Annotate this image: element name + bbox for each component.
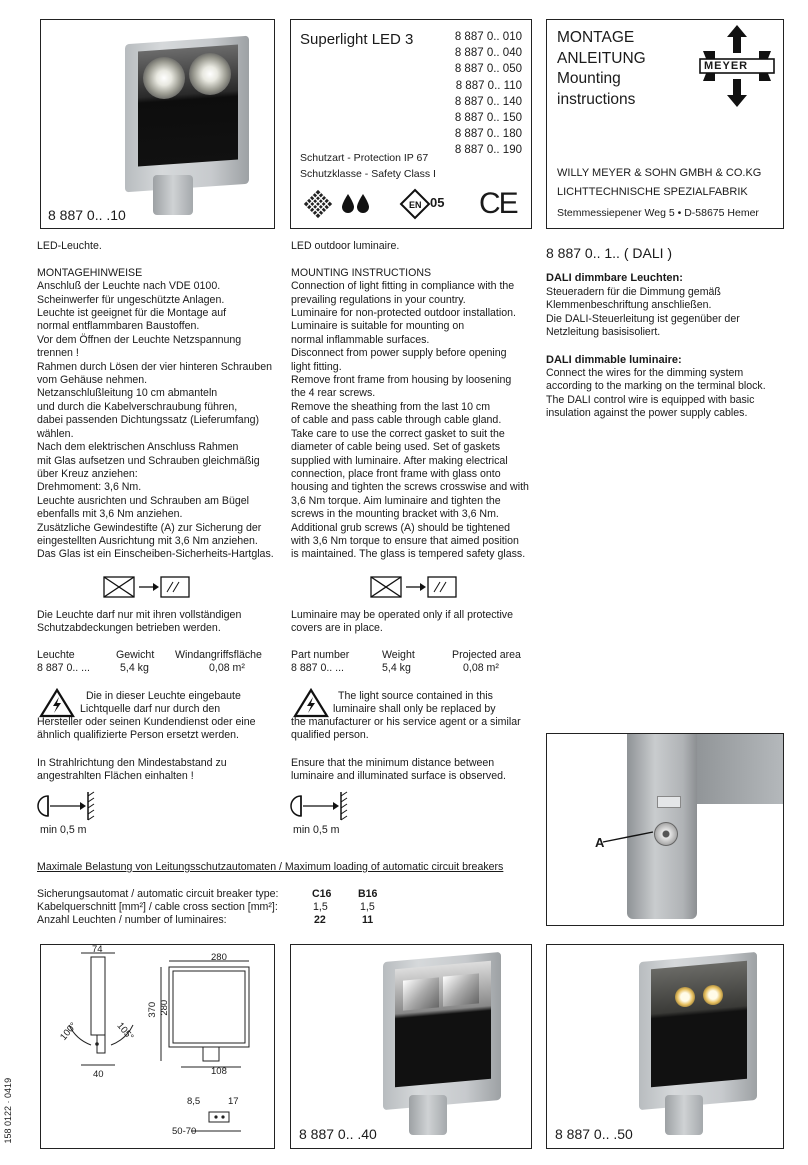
text-line: Vor dem Öffnen der Leuchte Netzspannung (37, 333, 242, 346)
text-line: eingestellten Ausrichtung mit 3,6 Nm anziehen. (37, 534, 258, 547)
text-line: according to the marking on the terminal block. (546, 380, 766, 393)
text-line: wählen. (37, 427, 74, 440)
led-lens-2 (189, 53, 231, 95)
technical-drawing-box (40, 944, 275, 1149)
text-line: connection, place front frame with glass onto (291, 467, 501, 480)
text-line: covers are in place. (291, 622, 383, 635)
breakers-heading: Maximale Belastung von Leitungsschutzautomaten / Maximum loading of automatic circuit breakers (37, 861, 504, 873)
text-line: The DALI control wire is equipped with basic (546, 393, 755, 406)
text-line: screws in the mounting bracket with 3,6 Nm. (291, 508, 499, 521)
dim-label: 105° (114, 1020, 136, 1043)
dim-label: 17 (228, 1096, 239, 1107)
dust-proof-icon (303, 189, 333, 219)
warning-line: the manufacturer or his service agent or a similar (291, 716, 521, 728)
breaker-row-label: Anzahl Leuchten / number of luminaires: (37, 914, 227, 926)
glass-replace-icon (370, 576, 458, 598)
text-line: Rahmen durch Lösen der vier hinteren Schrauben (37, 360, 272, 373)
warning-icon (294, 689, 328, 717)
dali-de-heading: DALI dimmbare Leuchten: (546, 272, 683, 284)
breaker-row-label: Kabelquerschnitt [mm²] / cable cross section [mm²]: (37, 901, 278, 913)
table-header: Gewicht (116, 649, 155, 661)
covers-note-en (291, 609, 513, 636)
text-line: In Strahlrichtung den Mindestabstand zu (37, 757, 227, 769)
text-line: with 3,6 Nm torque to ensure that aimed position (291, 534, 519, 547)
text-line: Luminaire for non-protected outdoor installation. (291, 307, 516, 320)
text-line: Scheinwerfer für ungeschützte Anlagen. (37, 293, 225, 306)
warning-line: qualified person. (291, 729, 369, 741)
text-line: Klemmenbeschriftung anschließen. (546, 299, 712, 312)
covers-note-de (37, 609, 241, 636)
text-line: dabei passenden Dichtungssatz (Lieferumfang) (37, 414, 260, 427)
reflector-left (403, 977, 439, 1010)
text-line: Schutzabdeckungen betrieben werden. (37, 622, 221, 635)
dim-label: 40 (93, 1069, 104, 1080)
table-value: 5,4 kg (120, 662, 149, 674)
title-line: ANLEITUNG (557, 49, 646, 67)
doc-code: 158 0122 · 0419 (3, 1077, 14, 1144)
text-line: Connection of light fitting in compliance with the (291, 280, 515, 293)
product-code-10: 8 887 0.. .10 (48, 207, 126, 223)
dim-label: 108 (211, 1066, 227, 1077)
enec-number: 05 (430, 195, 445, 210)
company-sub: LICHTTECHNISCHE SPEZIALFABRIK (557, 186, 748, 198)
title-box (546, 19, 784, 229)
text-line: angestrahlten Flächen einhalten ! (37, 770, 194, 783)
text-line: Additional grub screws (A) should be tightened (291, 521, 511, 534)
breaker-row-label: Sicherungsautomat / automatic circuit breaker type: (37, 888, 279, 900)
grub-screw-photo-box (546, 733, 784, 926)
water-drops-icon (341, 192, 371, 216)
table-value: 8 887 0.. ... (291, 662, 345, 674)
product-50-photo-box (546, 944, 784, 1149)
dali-en-heading: DALI dimmable luminaire: (546, 354, 682, 366)
text-line (37, 253, 274, 266)
distance-note-en (291, 757, 506, 784)
code-list (455, 29, 522, 159)
table-header: Leuchte (37, 649, 75, 661)
text-line: Ensure that the minimum distance between (291, 757, 495, 769)
text-line: normal inflammable surfaces. (291, 333, 430, 346)
distance-note-de (37, 757, 227, 784)
breaker-b16: B16 (358, 888, 378, 900)
text-line: Das Glas ist ein Einscheiben-Sicherheits-Hartglas. (37, 548, 274, 561)
text-line: Remove front frame from housing by loosening (291, 374, 512, 387)
table-header: Weight (382, 649, 415, 661)
text-line: normal entflammbaren Baustoffen. (37, 320, 200, 333)
text-line: the 4 rear screws. (291, 387, 376, 400)
code-item: 8 887 0.. 150 (454, 112, 522, 125)
german-instructions (37, 240, 274, 562)
text-line (291, 253, 529, 266)
code-item: 8 887 0.. 190 (454, 144, 522, 157)
product-info-box (290, 19, 532, 229)
dali-de-text (546, 286, 740, 340)
text-line: housing and tighten the screws crosswise and with (291, 481, 529, 494)
title-line: instructions (557, 90, 636, 108)
breaker-c16: 22 (314, 914, 326, 926)
company-address: Stemmessiepener Weg 5 • D-58675 Hemer (557, 207, 759, 219)
text-line: 3,6 Nm torque. Aim luminaire and tighten the (291, 494, 501, 507)
text-line: luminaire and illuminated surface is observed. (291, 770, 506, 783)
table-value: 8 887 0.. ... (37, 662, 91, 674)
table-header: Part number (291, 649, 350, 661)
text-line: Steueradern für die Dimmung gemäß (546, 286, 721, 298)
grub-screw-label: A (595, 835, 605, 850)
text-line: light fitting. (291, 360, 342, 373)
breaker-c16: C16 (312, 888, 332, 900)
min-distance-icon (38, 792, 98, 822)
lamp-bracket (153, 175, 193, 215)
text-line: Connect the wires for the dimming system (546, 367, 744, 379)
reflector-right (443, 973, 479, 1006)
dim-label: 370 (147, 1001, 159, 1018)
glass-replace-icon (103, 576, 191, 598)
warning-line: The light source contained in this (338, 690, 493, 702)
min-distance-label: min 0,5 m (40, 824, 87, 836)
text-line: Drehmoment: 3,6 Nm. (37, 481, 142, 494)
lamp-housing-side (687, 734, 784, 804)
min-distance-label: min 0,5 m (293, 824, 340, 836)
text-line: Nach dem elektrischen Anschluss Rahmen (37, 441, 239, 454)
lamp-front (651, 961, 747, 1087)
lamp-bracket (409, 1095, 447, 1135)
english-instructions (291, 240, 529, 562)
dim-label: 280 (211, 952, 227, 963)
pointer-line-icon (603, 830, 655, 844)
code-item: 8 887 0.. 110 (455, 79, 522, 92)
text-line: insulation against the power supply cables. (546, 407, 748, 420)
table-value: 0,08 m² (209, 662, 245, 674)
min-distance-icon (291, 792, 351, 822)
table-value: 0,08 m² (463, 662, 499, 674)
warning-line: Lichtquelle darf nur durch den (80, 703, 221, 715)
dali-en-text (546, 367, 766, 421)
text-line: Die DALI-Steuerleitung ist gegenüber der (546, 312, 740, 325)
code-item: 8 887 0.. 180 (454, 128, 522, 141)
text-line: MONTAGEHINWEISE (37, 266, 143, 279)
text-line: LED-Leuchte. (37, 240, 102, 252)
text-line: of cable and pass cable through cable gland. (291, 414, 502, 427)
product-40-photo-box (290, 944, 532, 1149)
text-line: Remove the sheathing from the last 10 cm (291, 400, 491, 413)
text-line: MOUNTING INSTRUCTIONS (291, 266, 432, 279)
protection-text: Schutzart - Protection IP 67 (300, 152, 429, 164)
warning-icon (40, 689, 74, 717)
title-line: MONTAGE (557, 29, 635, 46)
dim-label: 74 (92, 944, 103, 955)
product-photo-box (40, 19, 275, 229)
led-chip-1 (675, 987, 695, 1007)
text-line: über Kreuz anziehen: (37, 467, 138, 480)
grub-screw (654, 822, 678, 846)
product-name: Superlight LED 3 (300, 31, 414, 48)
dim-label: 8,5 (187, 1096, 201, 1107)
safety-class-text: Schutzklasse - Safety Class I (300, 168, 436, 180)
breaker-c16: 1,5 (313, 901, 328, 913)
table-header: Windangriffsfläche (175, 649, 262, 661)
breaker-b16: 1,5 (360, 901, 375, 913)
table-header: Projected area (452, 649, 521, 661)
code-item: 8 887 0.. 140 (454, 95, 522, 108)
code-item: 8 887 0.. 050 (454, 63, 522, 76)
text-line: prevailing regulations in your country. (291, 293, 466, 306)
text-line: Disconnect from power supply before opening (291, 347, 507, 360)
text-line: LED outdoor luminaire. (291, 240, 400, 252)
text-line: Netzanschlußleitung 10 cm abmanteln (37, 387, 218, 400)
text-line: vom Gehäuse nehmen. (37, 374, 148, 387)
text-line: Anschluß der Leuchte nach VDE 0100. (37, 280, 221, 293)
warning-line: luminaire shall only be replaced by (333, 703, 496, 715)
text-line: ebenfalls mit 3,6 Nm anziehen. (37, 508, 183, 521)
title-block (557, 28, 646, 110)
dimension-drawing (41, 945, 275, 1149)
warning-line: ähnlich qualifizierte Person ersetzt werden. (37, 729, 239, 741)
code-item: 8 887 0.. 040 (454, 47, 522, 60)
text-line: supplied with luminaire. After making electrical (291, 454, 508, 467)
text-line: mit Glas aufsetzen und Schrauben gleichmäßig (37, 454, 260, 467)
text-line: Luminaire is suitable for mounting on (291, 320, 465, 333)
logo-text: MEYER (704, 60, 749, 72)
text-line: Netzleitung basisisoliert. (546, 326, 661, 339)
text-line: Take care to use the correct gasket to suit the (291, 427, 505, 440)
text-line: is maintained. The glass is tempered safety glass. (291, 548, 526, 561)
dim-label: 50-70 (172, 1126, 197, 1137)
product-code-50: 8 887 0.. .50 (555, 1126, 633, 1142)
bracket-slot (657, 796, 681, 808)
text-line: Die Leuchte darf nur mit ihren vollständigen (37, 609, 242, 621)
led-lens-1 (143, 57, 185, 99)
svg-text:EN: EN (409, 200, 422, 210)
table-value: 5,4 kg (382, 662, 411, 674)
dim-label: 100° (58, 1020, 80, 1043)
dim-label: 280 (159, 999, 171, 1016)
company-name: WILLY MEYER & SOHN GMBH & CO.KG (557, 167, 762, 179)
lamp-bracket (665, 1095, 703, 1135)
warning-line: Die in dieser Leuchte eingebaute (86, 690, 241, 702)
code-item: 8 887 0.. 010 (454, 31, 522, 43)
text-line: Leuchte ist geeignet für die Montage auf (37, 307, 227, 320)
warning-line: Hersteller oder seinen Kundendienst oder eine (37, 716, 256, 728)
breaker-b16: 11 (362, 914, 374, 926)
led-chip-2 (703, 985, 723, 1005)
ce-mark: CE (479, 187, 517, 220)
product-code-40: 8 887 0.. .40 (299, 1126, 377, 1142)
text-line: diameter of cable being used. Set of gaskets (291, 441, 501, 454)
text-line: Leuchte ausrichten und Schrauben am Bügel (37, 494, 250, 507)
text-line: trennen ! (37, 347, 79, 360)
dali-title: 8 887 0.. 1.. ( DALI ) (546, 245, 673, 261)
text-line: Zusätzliche Gewindestifte (A) zur Sicherung der (37, 521, 262, 534)
title-line: Mounting (557, 70, 621, 87)
text-line: Luminaire may be operated only if all protective (291, 609, 513, 621)
text-line: und durch die Kabelverschraubung führen, (37, 400, 238, 413)
